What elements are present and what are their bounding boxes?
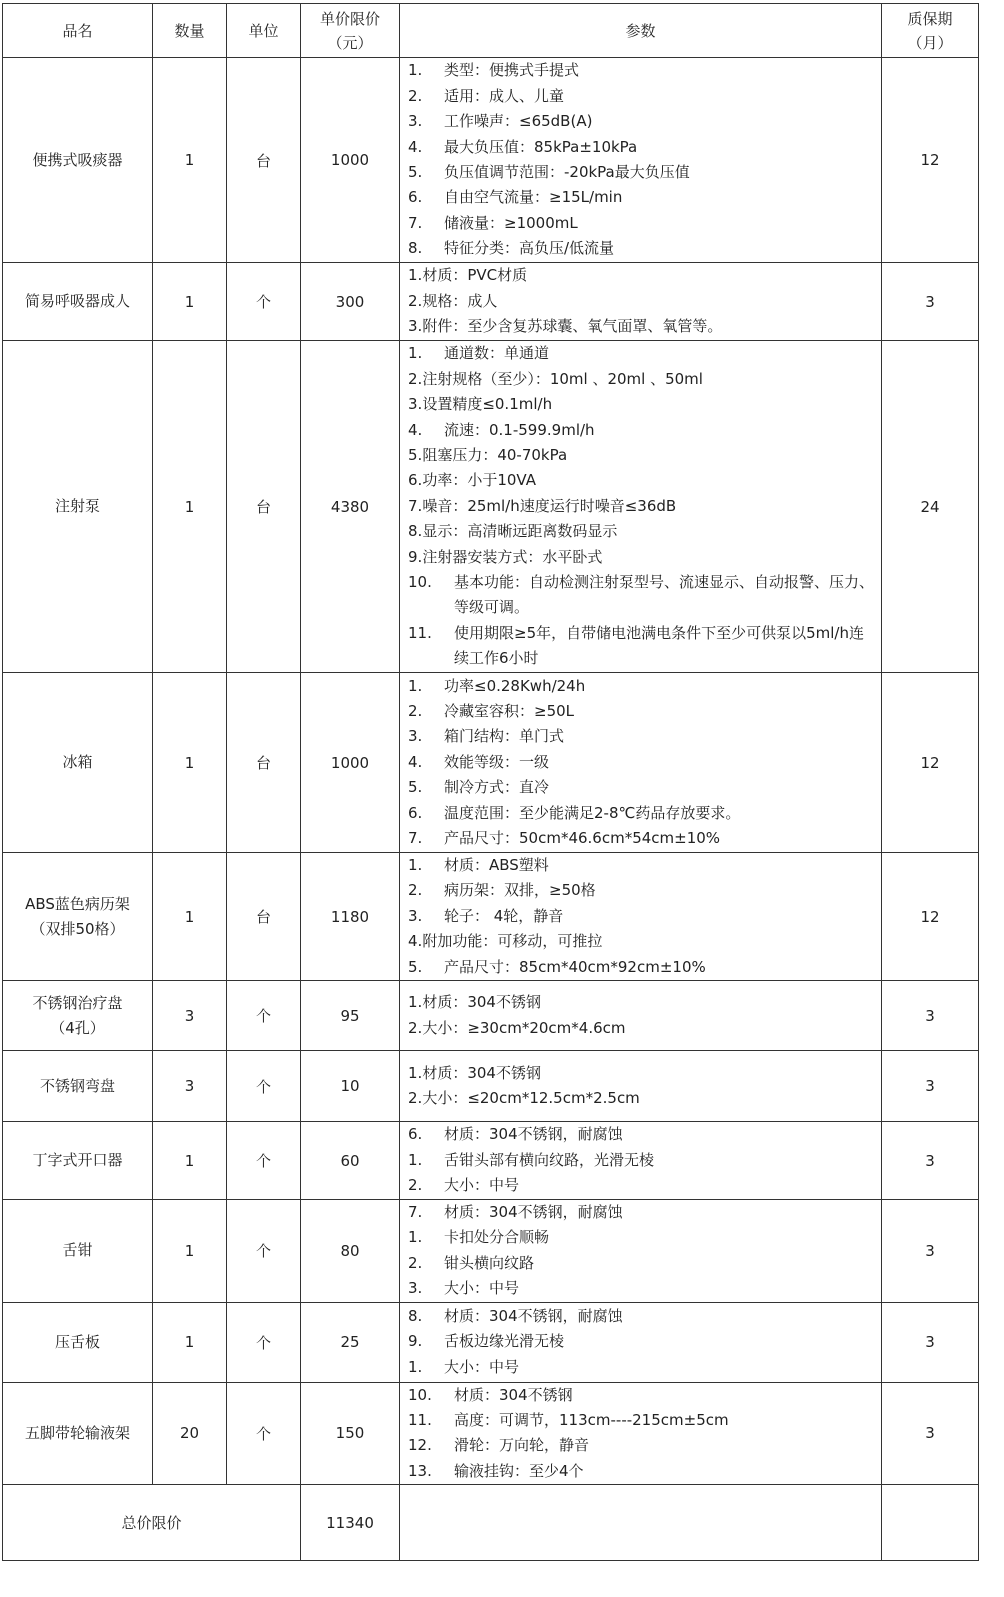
table-row (3, 1382, 979, 1485)
param-number: 2. (408, 1253, 423, 1272)
param-line (408, 289, 875, 314)
param-number: 3. (408, 727, 423, 746)
header-price-line1: 单价限价 (319, 9, 380, 28)
item-qty: 1 (153, 263, 227, 341)
param-text: 使用期限≥5年，自带储电池满电条件下至少可供泵以5ml/h连续工作6小时 (454, 623, 864, 668)
param-text: 材质：304不锈钢，耐腐蚀 (444, 1125, 623, 1144)
param-number: 1. (408, 344, 423, 363)
param-line (408, 135, 875, 160)
param-number: 9. (408, 1332, 423, 1351)
param-text: 舌钳头部有横向纹路，光滑无棱 (444, 1150, 655, 1169)
param-text: 材质：304不锈钢 (422, 993, 541, 1012)
item-name-line: 注射泵 (54, 497, 100, 515)
param-line (408, 621, 875, 672)
item-warranty: 24 (882, 341, 979, 673)
param-line (408, 545, 875, 570)
param-line (408, 341, 875, 366)
param-line (408, 1408, 875, 1433)
param-text: 通道数：单通道 (444, 344, 550, 363)
table-row (3, 981, 979, 1051)
item-name (3, 1200, 153, 1303)
param-text: 卡扣处分合顺畅 (444, 1228, 550, 1247)
item-name-line: 舌钳 (62, 1241, 93, 1260)
param-number: 4. (408, 752, 423, 771)
header-warranty-line1: 质保期 (907, 9, 953, 28)
param-line (408, 519, 875, 544)
param-line (408, 263, 875, 288)
item-warranty: 3 (882, 1051, 979, 1122)
table-row (3, 1200, 979, 1303)
total-warranty-empty (882, 1485, 979, 1561)
param-line (408, 1200, 875, 1225)
item-params (400, 853, 882, 981)
item-name-line: （4孔） (50, 1018, 105, 1037)
param-number: 1. (408, 1357, 423, 1376)
param-text: 输液挂钩：至少4个 (454, 1461, 584, 1480)
item-qty: 1 (153, 673, 227, 853)
param-line (408, 1276, 875, 1301)
item-name-line: 冰箱 (62, 753, 93, 771)
param-text: 大小：中号 (444, 1279, 520, 1298)
item-name (3, 263, 153, 341)
item-unit: 个 (227, 1051, 301, 1122)
item-unit: 个 (227, 1200, 301, 1303)
param-line (408, 1016, 875, 1041)
param-line (408, 418, 875, 443)
item-price: 1180 (301, 853, 400, 981)
item-name-line: 压舌板 (54, 1332, 100, 1351)
param-number: 5. (408, 163, 423, 181)
param-text: 箱门结构：单门式 (444, 727, 565, 746)
param-line (408, 160, 875, 185)
item-price: 1000 (301, 58, 400, 263)
param-text: 产品尺寸：50cm*46.6cm*54cm±10% (444, 829, 721, 848)
item-warranty: 12 (882, 673, 979, 853)
table-row (3, 341, 979, 673)
item-qty: 1 (153, 58, 227, 263)
item-name (3, 981, 153, 1051)
header-price (301, 4, 400, 58)
param-text: 适用：成人、儿童 (444, 86, 565, 105)
param-line (408, 674, 875, 699)
item-warranty: 3 (882, 263, 979, 341)
item-name (3, 1382, 153, 1485)
param-text: 基本功能：自动检测注射泵型号、流速显示、自动报警、压力、等级可调。 (454, 573, 875, 617)
param-line (408, 494, 875, 519)
item-price: 150 (301, 1382, 400, 1485)
item-price: 80 (301, 1200, 400, 1303)
param-number: 10. (408, 1385, 432, 1404)
param-number: 11. (408, 1411, 432, 1430)
table-row (3, 853, 979, 981)
table-row (3, 263, 979, 341)
param-line (408, 1355, 875, 1380)
item-name-line: 丁字式开口器 (32, 1151, 123, 1170)
param-number: 1. (408, 856, 423, 874)
param-text: 舌板边缘光滑无棱 (444, 1332, 565, 1351)
item-warranty: 3 (882, 1200, 979, 1303)
param-text: 大小：中号 (444, 1176, 520, 1195)
param-text: 材质：PVC材质 (422, 266, 528, 285)
item-qty: 1 (153, 853, 227, 981)
param-text: 功率：小于10VA (422, 471, 536, 490)
param-text: 材质：304不锈钢，耐腐蚀 (444, 1307, 623, 1326)
param-text: 材质：ABS塑料 (444, 856, 549, 874)
item-price: 300 (301, 263, 400, 341)
item-params (400, 1122, 882, 1200)
item-name-line: （双排50格） (30, 919, 125, 938)
param-line (408, 1061, 875, 1086)
param-line (408, 1086, 875, 1111)
param-number: 3. (408, 906, 423, 925)
item-name (3, 1302, 153, 1382)
item-params (400, 981, 882, 1051)
param-number: 2. (408, 291, 423, 310)
param-number: 6. (408, 471, 423, 490)
header-price-line2: （元） (327, 33, 373, 52)
total-value: 11340 (301, 1485, 400, 1561)
item-warranty: 3 (882, 1302, 979, 1382)
item-warranty: 3 (882, 981, 979, 1051)
item-name-line: 不锈钢治疗盘 (32, 993, 123, 1012)
spec-table (2, 3, 979, 1561)
table-row (3, 58, 979, 263)
item-unit: 个 (227, 263, 301, 341)
item-name (3, 853, 153, 981)
param-text: 附件：至少含复苏球囊、氧气面罩、氧管等。 (422, 317, 723, 336)
param-text: 材质：304不锈钢 (454, 1385, 573, 1404)
param-number: 11. (408, 623, 432, 642)
item-unit: 台 (227, 673, 301, 853)
param-number: 4. (408, 420, 423, 439)
item-name-line: 便携式吸痰器 (32, 150, 123, 169)
param-number: 2. (408, 1018, 423, 1037)
param-line (408, 570, 875, 621)
param-text: 注射规格（至少）：10ml 、20ml 、50ml (422, 369, 703, 388)
param-line (408, 990, 875, 1015)
param-line (408, 185, 875, 210)
total-label: 总价限价 (3, 1485, 301, 1561)
param-text: 冷藏室容积：≥50L (444, 701, 575, 720)
param-text: 流速：0.1-599.9ml/h (444, 420, 595, 439)
item-name (3, 1122, 153, 1200)
item-unit: 台 (227, 58, 301, 263)
item-price: 95 (301, 981, 400, 1051)
item-params (400, 341, 882, 673)
param-number: 1. (408, 61, 423, 80)
param-text: 负压值调节范围：-20kPa最大负压值 (444, 163, 690, 181)
header-params: 参数 (400, 4, 882, 58)
param-number: 2. (408, 1176, 423, 1195)
param-text: 高度：可调节，113cm----215cm±5cm (454, 1411, 729, 1430)
param-number: 8. (408, 239, 423, 258)
param-text: 大小：≥30cm*20cm*4.6cm (422, 1018, 626, 1037)
param-text: 钳头横向纹路 (444, 1253, 535, 1272)
param-text: 噪音：25ml/h速度运行时噪音≤36dB (422, 496, 677, 515)
param-line (408, 58, 875, 83)
param-text: 材质：304不锈钢 (422, 1063, 541, 1082)
table-row (3, 1051, 979, 1122)
item-name-line: 简易呼吸器成人 (24, 292, 130, 310)
param-text: 材质：304不锈钢，耐腐蚀 (444, 1203, 623, 1222)
param-number: 7. (408, 496, 423, 515)
item-price: 1000 (301, 673, 400, 853)
param-number: 1. (408, 1150, 423, 1169)
param-number: 3. (408, 395, 423, 414)
param-line (408, 443, 875, 468)
param-number: 1. (408, 1228, 423, 1247)
param-text: 设置精度≤0.1ml/h (422, 395, 553, 414)
total-row (3, 1485, 979, 1561)
param-text: 功率≤0.28Kwh/24h (444, 676, 586, 695)
item-qty: 3 (153, 981, 227, 1051)
param-text: 特征分类：高负压/低流量 (444, 239, 615, 258)
param-text: 自由空气流量：≥15L/min (444, 188, 623, 207)
param-text: 轮子： 4轮，静音 (444, 906, 564, 925)
param-number: 3. (408, 317, 423, 336)
param-line (408, 1304, 875, 1329)
param-number: 5. (408, 957, 423, 976)
param-line (408, 853, 875, 878)
item-price: 10 (301, 1051, 400, 1122)
param-line (408, 236, 875, 261)
item-warranty: 12 (882, 58, 979, 263)
item-warranty: 3 (882, 1382, 979, 1485)
param-text: 病历架：双排，≥50格 (444, 881, 596, 900)
item-price: 60 (301, 1122, 400, 1200)
item-qty: 1 (153, 341, 227, 673)
param-text: 阻塞压力：40-70kPa (422, 445, 568, 464)
param-line (408, 84, 875, 109)
table-body (3, 58, 979, 1485)
item-qty: 1 (153, 1122, 227, 1200)
table-row (3, 673, 979, 853)
item-name-line: 五脚带轮输液架 (24, 1423, 130, 1442)
param-number: 4. (408, 137, 423, 156)
param-line (408, 699, 875, 724)
param-number: 1. (408, 676, 423, 695)
param-line (408, 1148, 875, 1173)
table-row (3, 1302, 979, 1382)
param-text: 制冷方式：直冷 (444, 778, 550, 797)
param-number: 5. (408, 445, 423, 464)
param-number: 10. (408, 573, 432, 592)
param-text: 大小：中号 (444, 1357, 520, 1376)
param-line (408, 392, 875, 417)
param-line (408, 826, 875, 851)
param-text: 储液量：≥1000mL (444, 213, 578, 232)
param-number: 7. (408, 213, 423, 232)
param-number: 6. (408, 803, 423, 822)
param-line (408, 1329, 875, 1354)
param-number: 1. (408, 266, 423, 285)
param-line (408, 801, 875, 826)
param-number: 5. (408, 778, 423, 797)
item-name-line: ABS蓝色病历架 (25, 894, 130, 913)
param-line (408, 904, 875, 929)
param-number: 8. (408, 522, 423, 541)
param-line (408, 211, 875, 236)
param-number: 4. (408, 932, 423, 951)
param-line (408, 1251, 875, 1276)
param-number: 2. (408, 1089, 423, 1108)
param-line (408, 367, 875, 392)
param-number: 6. (408, 188, 423, 207)
item-params (400, 673, 882, 853)
param-line (408, 314, 875, 339)
param-number: 8. (408, 1307, 423, 1326)
param-number: 1. (408, 993, 423, 1012)
param-line (408, 878, 875, 903)
param-number: 2. (408, 86, 423, 105)
param-number: 2. (408, 701, 423, 720)
item-name-line: 不锈钢弯盘 (39, 1076, 115, 1095)
table-row (3, 1122, 979, 1200)
param-line (408, 1122, 875, 1147)
item-unit: 台 (227, 853, 301, 981)
param-number: 6. (408, 1125, 423, 1144)
item-unit: 个 (227, 1122, 301, 1200)
item-warranty: 12 (882, 853, 979, 981)
param-number: 3. (408, 1279, 423, 1298)
param-line (408, 1459, 875, 1484)
item-name (3, 1051, 153, 1122)
header-row (3, 4, 979, 58)
param-line (408, 929, 875, 954)
param-line (408, 1173, 875, 1198)
item-qty: 3 (153, 1051, 227, 1122)
param-number: 12. (408, 1436, 432, 1455)
param-text: 类型：便携式手提式 (444, 61, 580, 80)
header-unit: 单位 (227, 4, 301, 58)
param-line (408, 1433, 875, 1458)
param-text: 规格：成人 (422, 291, 498, 310)
item-qty: 20 (153, 1382, 227, 1485)
item-unit: 个 (227, 1382, 301, 1485)
item-unit: 个 (227, 1302, 301, 1382)
param-text: 最大负压值：85kPa±10kPa (444, 137, 638, 156)
param-text: 滑轮：万向轮，静音 (454, 1436, 590, 1455)
item-qty: 1 (153, 1302, 227, 1382)
item-params (400, 58, 882, 263)
param-text: 大小：≤20cm*12.5cm*2.5cm (422, 1089, 640, 1108)
item-name (3, 58, 153, 263)
param-text: 附加功能：可移动，可推拉 (422, 932, 603, 951)
item-unit: 台 (227, 341, 301, 673)
header-warranty-line2: （月） (907, 33, 953, 52)
param-text: 工作噪声：≤65dB(A) (444, 112, 593, 131)
param-line (408, 724, 875, 749)
item-params (400, 1302, 882, 1382)
header-warranty (882, 4, 979, 58)
item-price: 4380 (301, 341, 400, 673)
param-line (408, 1225, 875, 1250)
param-number: 2. (408, 369, 423, 388)
item-name (3, 673, 153, 853)
param-text: 效能等级：一级 (444, 752, 550, 771)
param-line (408, 955, 875, 980)
param-text: 显示：高清晰远距离数码显示 (422, 522, 618, 541)
param-number: 7. (408, 829, 423, 848)
header-name: 品名 (3, 4, 153, 58)
item-params (400, 263, 882, 341)
param-line (408, 109, 875, 134)
param-line (408, 775, 875, 800)
item-warranty: 3 (882, 1122, 979, 1200)
param-number: 13. (408, 1461, 432, 1480)
param-line (408, 750, 875, 775)
param-number: 3. (408, 112, 423, 131)
item-name (3, 341, 153, 673)
param-line (408, 468, 875, 493)
param-line (408, 1383, 875, 1408)
param-text: 产品尺寸：85cm*40cm*92cm±10% (444, 957, 706, 976)
item-params (400, 1051, 882, 1122)
param-number: 2. (408, 881, 423, 900)
param-number: 7. (408, 1203, 423, 1222)
param-number: 9. (408, 547, 423, 566)
param-text: 温度范围：至少能满足2-8℃药品存放要求。 (444, 803, 741, 822)
param-text: 注射器安装方式：水平卧式 (422, 547, 603, 566)
param-number: 1. (408, 1063, 423, 1082)
item-params (400, 1382, 882, 1485)
header-qty: 数量 (153, 4, 227, 58)
item-unit: 个 (227, 981, 301, 1051)
total-params-empty (400, 1485, 882, 1561)
item-qty: 1 (153, 1200, 227, 1303)
item-price: 25 (301, 1302, 400, 1382)
item-params (400, 1200, 882, 1303)
